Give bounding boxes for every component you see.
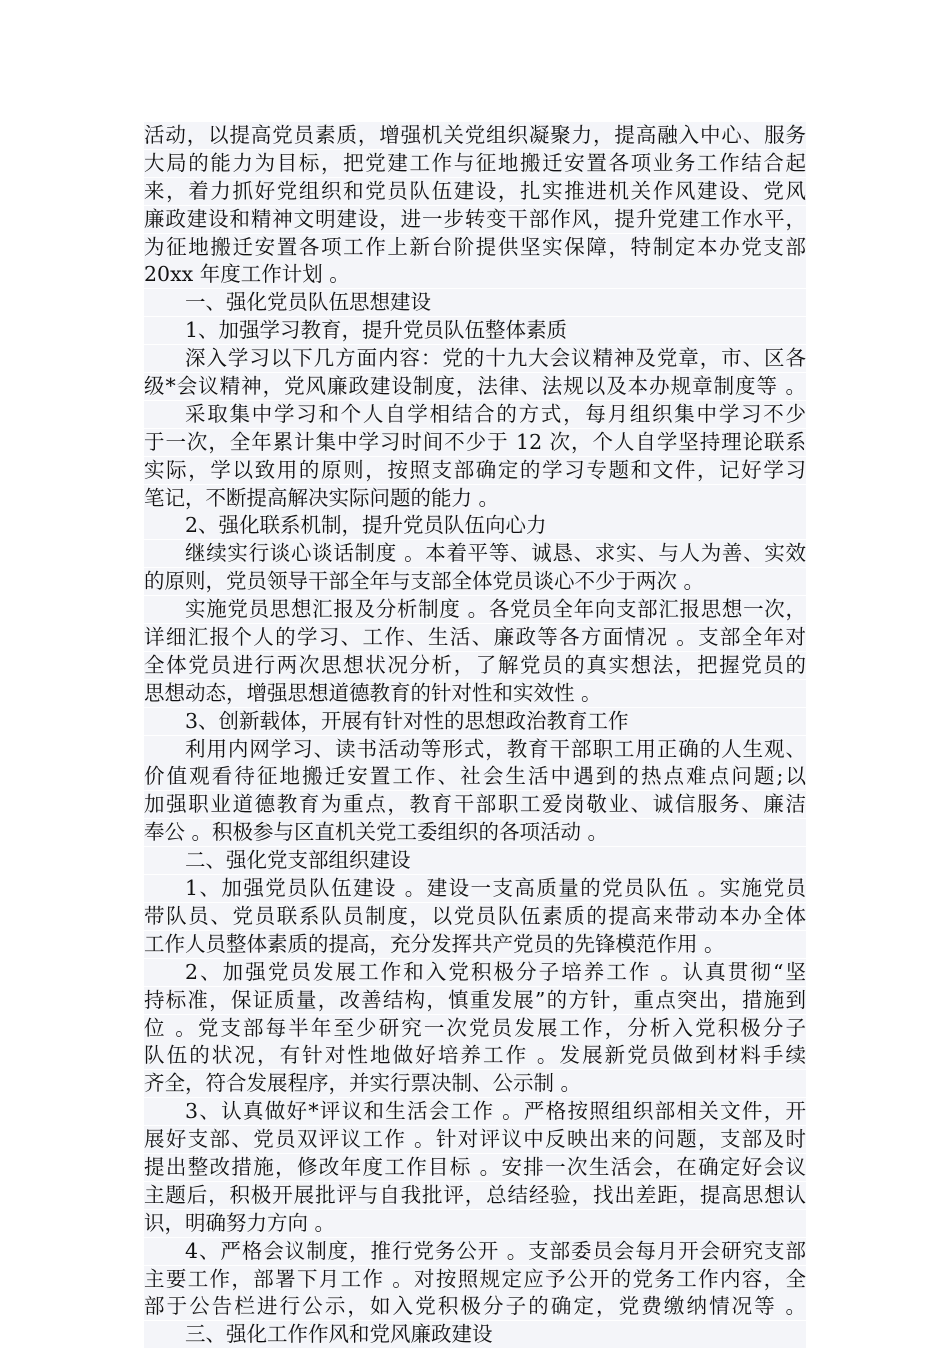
text-line: 齐全，符合发展程序，并实行票决制、公示制 。 — [144, 1070, 806, 1097]
text-line: 位 。党支部每半年至少研究一次党员发展工作，分析入党积极分子 — [144, 1015, 806, 1040]
text-line: 全体党员进行两次思想状况分析，了解党员的真实想法，把握党员的 — [144, 652, 806, 677]
text-line: 1、加强学习教育，提升党员队伍整体素质 — [144, 317, 806, 344]
text-line: 活动，以提高党员素质，增强机关党组织凝聚力，提高融入中心、服务 — [144, 123, 806, 147]
text-line: 工作人员整体素质的提高，充分发挥共产党员的先锋模范作用 。 — [144, 931, 806, 958]
text-line: 为征地搬迁安置各项工作上新台阶提供坚实保障，特制定本办党支部 — [144, 234, 806, 259]
text-line: 持标准，保证质量，改善结构，慎重发展”的方针，重点突出，措施到 — [144, 987, 806, 1012]
text-line: 2、强化联系机制，提升党员队伍向心力 — [144, 512, 806, 539]
text-line: 20xx 年度工作计划 。 — [144, 261, 806, 288]
text-line: 主要工作，部署下月工作 。对按照规定应予公开的党务工作内容，全 — [144, 1266, 806, 1291]
text-line: 利用内网学习、读书活动等形式，教育干部职工用正确的人生观、 — [144, 736, 806, 763]
text-line: 带队员、党员联系队员制度，以党员队伍素质的提高来带动本办全体 — [144, 903, 806, 928]
text-line: 于一次，全年累计集中学习时间不少于 12 次，个人自学坚持理论联系 — [144, 429, 806, 454]
text-line: 深入学习以下几方面内容：党的十九大会议精神及党章，市、区各 — [144, 345, 806, 372]
text-line: 廉政建设和精神文明建设，进一步转变干部作风，提升党建工作水平， — [144, 206, 806, 231]
text-line: 部于公告栏进行公示，如入党积极分子的确定，党费缴纳情况等 。 — [144, 1294, 806, 1319]
text-line: 的原则，党员领导干部全年与支部全体党员谈心不少于两次 。 — [144, 568, 806, 595]
text-line: 继续实行谈心谈话制度 。本着平等、诚恳、求实、与人为善、实效 — [144, 540, 806, 567]
text-line: 2、加强党员发展工作和入党积极分子培养工作 。认真贯彻“坚 — [144, 959, 806, 986]
text-line: 二、强化党支部组织建设 — [144, 847, 806, 874]
text-line: 级*会议精神，党风廉政建设制度，法律、法规以及本办规章制度等 。 — [144, 374, 806, 399]
text-line: 大局的能力为目标，把党建工作与征地搬迁安置各项业务工作结合起 — [144, 150, 806, 175]
text-line: 展好支部、党员双评议工作 。针对评议中反映出来的问题，支部及时 — [144, 1127, 806, 1152]
text-line: 4、严格会议制度，推行党务公开 。支部委员会每月开会研究支部 — [144, 1238, 806, 1265]
text-line: 价值观看待征地搬迁安置工作、社会生活中遇到的热点难点问题;以 — [144, 764, 806, 789]
text-line: 一、强化党员队伍思想建设 — [144, 289, 806, 316]
text-line: 三、强化工作作风和党风廉政建设 — [144, 1321, 806, 1348]
text-line: 识，明确努力方向 。 — [144, 1210, 806, 1237]
text-line: 详细汇报个人的学习、工作、生活、廉政等各方面情况 。支部全年对 — [144, 625, 806, 650]
text-line: 3、创新载体，开展有针对性的思想政治教育工作 — [144, 708, 806, 735]
text-line: 3、认真做好*评议和生活会工作 。严格按照组织部相关文件，开 — [144, 1098, 806, 1125]
text-line: 思想动态，增强思想道德教育的针对性和实效性 。 — [144, 680, 806, 707]
document-body — [144, 122, 806, 1349]
text-line: 1、加强党员队伍建设 。建设一支高质量的党员队伍 。实施党员 — [144, 875, 806, 902]
text-line: 笔记，不断提高解决实际问题的能力 。 — [144, 485, 806, 512]
text-line: 队伍的状况，有针对性地做好培养工作 。发展新党员做到材料手续 — [144, 1043, 806, 1068]
text-line: 提出整改措施，修改年度工作目标 。安排一次生活会，在确定好会议 — [144, 1154, 806, 1179]
text-line: 奉公 。积极参与区直机关党工委组织的各项活动 。 — [144, 819, 806, 846]
text-line: 来，着力抓好党组织和党员队伍建设，扎实推进机关作风建设、党风 — [144, 178, 806, 203]
text-line: 采取集中学习和个人自学相结合的方式，每月组织集中学习不少 — [144, 401, 806, 428]
text-line: 实施党员思想汇报及分析制度 。各党员全年向支部汇报思想一次， — [144, 596, 806, 623]
text-line: 主题后，积极开展批评与自我批评，总结经验，找出差距，提高思想认 — [144, 1182, 806, 1207]
text-line: 加强职业道德教育为重点，教育干部职工爱岗敬业、诚信服务、廉洁 — [144, 792, 806, 817]
text-line: 实际，学以致用的原则，按照支部确定的学习专题和文件，记好学习 — [144, 457, 806, 482]
